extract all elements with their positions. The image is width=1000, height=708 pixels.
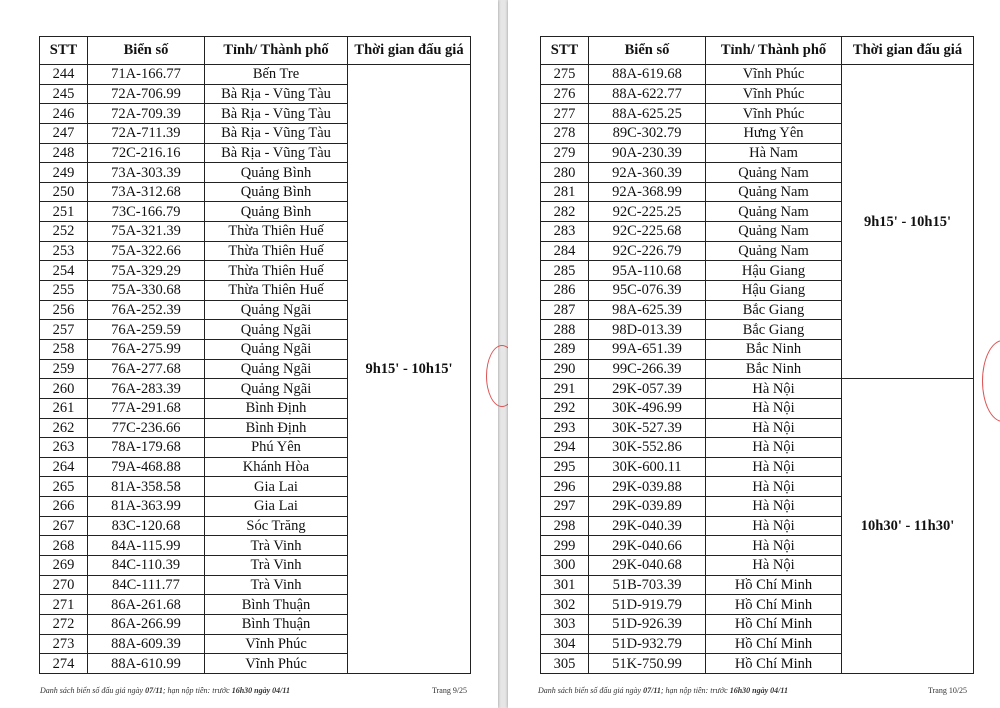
cell-stt: 264 xyxy=(40,457,88,477)
cell-province: Hồ Chí Minh xyxy=(706,654,842,674)
cell-stt: 275 xyxy=(541,65,589,85)
cell-province: Hậu Giang xyxy=(706,261,842,281)
auction-time-cell: 9h15' - 10h15' xyxy=(842,65,974,379)
cell-plate: 95C-076.39 xyxy=(589,281,706,301)
cell-province: Hồ Chí Minh xyxy=(706,595,842,615)
cell-province: Quảng Nam xyxy=(706,163,842,183)
cell-plate: 72A-711.39 xyxy=(88,123,205,143)
cell-province: Bến Tre xyxy=(205,65,348,85)
cell-stt: 283 xyxy=(541,222,589,242)
cell-stt: 269 xyxy=(40,556,88,576)
cell-plate: 51K-750.99 xyxy=(589,654,706,674)
cell-plate: 76A-275.99 xyxy=(88,339,205,359)
cell-province: Quảng Ngãi xyxy=(205,320,348,340)
table-header-row xyxy=(40,37,471,65)
cell-stt: 293 xyxy=(541,418,589,438)
cell-plate: 72A-706.99 xyxy=(88,84,205,104)
cell-stt: 298 xyxy=(541,516,589,536)
cell-province: Hà Nội xyxy=(706,536,842,556)
cell-province: Bà Rịa - Vũng Tàu xyxy=(205,104,348,124)
cell-stt: 294 xyxy=(541,438,589,458)
cell-plate: 99C-266.39 xyxy=(589,359,706,379)
cell-province: Quảng Bình xyxy=(205,163,348,183)
cell-plate: 88A-610.99 xyxy=(88,654,205,674)
cell-plate: 71A-166.77 xyxy=(88,65,205,85)
cell-stt: 296 xyxy=(541,477,589,497)
cell-stt: 290 xyxy=(541,359,589,379)
footer-mid: ; hạn nộp tiền: trước xyxy=(162,686,232,695)
cell-plate: 73C-166.79 xyxy=(88,202,205,222)
cell-province: Quảng Ngãi xyxy=(205,379,348,399)
cell-plate: 72A-709.39 xyxy=(88,104,205,124)
cell-stt: 267 xyxy=(40,516,88,536)
cell-stt: 271 xyxy=(40,595,88,615)
cell-province: Bình Thuận xyxy=(205,595,348,615)
cell-stt: 292 xyxy=(541,398,589,418)
cell-province: Hà Nội xyxy=(706,497,842,517)
cell-stt: 253 xyxy=(40,241,88,261)
cell-stt: 262 xyxy=(40,418,88,438)
cell-province: Quảng Nam xyxy=(706,241,842,261)
cell-province: Hà Nội xyxy=(706,556,842,576)
footer-deadline: 16h30 ngày 04/11 xyxy=(729,686,788,695)
cell-province: Quảng Nam xyxy=(706,222,842,242)
cell-province: Bà Rịa - Vũng Tàu xyxy=(205,84,348,104)
cell-stt: 254 xyxy=(40,261,88,281)
cell-province: Quảng Ngãi xyxy=(205,339,348,359)
cell-province: Trà Vinh xyxy=(205,536,348,556)
cell-province: Thừa Thiên Huế xyxy=(205,222,348,242)
cell-province: Vĩnh Phúc xyxy=(706,65,842,85)
cell-stt: 291 xyxy=(541,379,589,399)
header-province: Tỉnh/ Thành phố xyxy=(205,37,348,65)
cell-stt: 251 xyxy=(40,202,88,222)
cell-province: Bình Thuận xyxy=(205,614,348,634)
cell-plate: 29K-040.66 xyxy=(589,536,706,556)
cell-stt: 259 xyxy=(40,359,88,379)
cell-plate: 83C-120.68 xyxy=(88,516,205,536)
cell-province: Gia Lai xyxy=(205,477,348,497)
auction-time-cell: 9h15' - 10h15' xyxy=(348,65,471,674)
cell-stt: 288 xyxy=(541,320,589,340)
cell-plate: 30K-496.99 xyxy=(589,398,706,418)
cell-plate: 77A-291.68 xyxy=(88,398,205,418)
cell-plate: 92A-360.39 xyxy=(589,163,706,183)
cell-province: Vĩnh Phúc xyxy=(205,654,348,674)
cell-stt: 295 xyxy=(541,457,589,477)
cell-stt: 247 xyxy=(40,123,88,143)
cell-stt: 261 xyxy=(40,398,88,418)
cell-stt: 280 xyxy=(541,163,589,183)
cell-stt: 303 xyxy=(541,614,589,634)
cell-province: Bắc Ninh xyxy=(706,339,842,359)
cell-stt: 279 xyxy=(541,143,589,163)
cell-stt: 244 xyxy=(40,65,88,85)
cell-stt: 250 xyxy=(40,182,88,202)
cell-province: Hà Nội xyxy=(706,457,842,477)
cell-stt: 258 xyxy=(40,339,88,359)
cell-stt: 281 xyxy=(541,182,589,202)
cell-stt: 245 xyxy=(40,84,88,104)
table-header-row xyxy=(541,37,974,65)
cell-province: Hà Nội xyxy=(706,477,842,497)
cell-province: Quảng Nam xyxy=(706,182,842,202)
cell-province: Quảng Bình xyxy=(205,182,348,202)
cell-province: Hà Nội xyxy=(706,379,842,399)
cell-plate: 73A-312.68 xyxy=(88,182,205,202)
cell-province: Thừa Thiên Huế xyxy=(205,261,348,281)
stamp-fragment xyxy=(982,340,1000,422)
cell-province: Quảng Ngãi xyxy=(205,300,348,320)
cell-stt: 284 xyxy=(541,241,589,261)
header-stt: STT xyxy=(541,37,589,65)
cell-stt: 286 xyxy=(541,281,589,301)
cell-province: Bắc Giang xyxy=(706,320,842,340)
cell-province: Quảng Ngãi xyxy=(205,359,348,379)
cell-plate: 84C-111.77 xyxy=(88,575,205,595)
cell-province: Gia Lai xyxy=(205,497,348,517)
cell-stt: 297 xyxy=(541,497,589,517)
cell-plate: 88A-609.39 xyxy=(88,634,205,654)
cell-province: Bắc Giang xyxy=(706,300,842,320)
header-plate: Biển số xyxy=(589,37,706,65)
cell-province: Khánh Hòa xyxy=(205,457,348,477)
cell-plate: 86A-266.99 xyxy=(88,614,205,634)
cell-stt: 287 xyxy=(541,300,589,320)
table-row xyxy=(40,65,471,85)
cell-plate: 77C-236.66 xyxy=(88,418,205,438)
page-number: Trang 10/25 xyxy=(928,686,968,695)
cell-plate: 86A-261.68 xyxy=(88,595,205,615)
cell-plate: 76A-259.59 xyxy=(88,320,205,340)
cell-province: Bắc Ninh xyxy=(706,359,842,379)
cell-plate: 30K-552.86 xyxy=(589,438,706,458)
cell-plate: 98A-625.39 xyxy=(589,300,706,320)
cell-province: Phú Yên xyxy=(205,438,348,458)
cell-plate: 84A-115.99 xyxy=(88,536,205,556)
cell-plate: 88A-622.77 xyxy=(589,84,706,104)
cell-plate: 98D-013.39 xyxy=(589,320,706,340)
cell-stt: 263 xyxy=(40,438,88,458)
cell-province: Vĩnh Phúc xyxy=(706,84,842,104)
cell-plate: 30K-527.39 xyxy=(589,418,706,438)
cell-plate: 78A-179.68 xyxy=(88,438,205,458)
cell-province: Vĩnh Phúc xyxy=(205,634,348,654)
header-time: Thời gian đấu giá xyxy=(842,37,974,65)
cell-plate: 29K-040.39 xyxy=(589,516,706,536)
cell-plate: 51D-926.39 xyxy=(589,614,706,634)
footer-note xyxy=(40,686,290,695)
cell-province: Hồ Chí Minh xyxy=(706,634,842,654)
cell-stt: 299 xyxy=(541,536,589,556)
cell-plate: 51D-919.79 xyxy=(589,595,706,615)
cell-stt: 255 xyxy=(40,281,88,301)
cell-plate: 79A-468.88 xyxy=(88,457,205,477)
table-row xyxy=(541,65,974,85)
cell-plate: 75A-321.39 xyxy=(88,222,205,242)
cell-plate: 84C-110.39 xyxy=(88,556,205,576)
cell-province: Hà Nội xyxy=(706,398,842,418)
cell-plate: 75A-330.68 xyxy=(88,281,205,301)
cell-plate: 89C-302.79 xyxy=(589,123,706,143)
cell-stt: 248 xyxy=(40,143,88,163)
cell-stt: 285 xyxy=(541,261,589,281)
cell-stt: 266 xyxy=(40,497,88,517)
cell-stt: 273 xyxy=(40,634,88,654)
cell-plate: 73A-303.39 xyxy=(88,163,205,183)
footer-prefix: Danh sách biển số đấu giá ngày xyxy=(40,686,146,695)
cell-plate: 92C-225.25 xyxy=(589,202,706,222)
cell-plate: 76A-277.68 xyxy=(88,359,205,379)
cell-province: Hồ Chí Minh xyxy=(706,614,842,634)
cell-province: Bà Rịa - Vũng Tàu xyxy=(205,143,348,163)
cell-stt: 260 xyxy=(40,379,88,399)
cell-stt: 289 xyxy=(541,339,589,359)
cell-province: Thừa Thiên Huế xyxy=(205,241,348,261)
cell-stt: 276 xyxy=(541,84,589,104)
auction-table-right xyxy=(540,36,974,674)
cell-plate: 81A-363.99 xyxy=(88,497,205,517)
cell-stt: 274 xyxy=(40,654,88,674)
auction-table-left xyxy=(39,36,471,674)
footer-note xyxy=(538,686,788,695)
cell-stt: 246 xyxy=(40,104,88,124)
cell-plate: 51B-703.39 xyxy=(589,575,706,595)
cell-stt: 282 xyxy=(541,202,589,222)
table-body-left xyxy=(40,65,471,674)
cell-province: Hà Nội xyxy=(706,516,842,536)
cell-plate: 75A-322.66 xyxy=(88,241,205,261)
cell-plate: 75A-329.29 xyxy=(88,261,205,281)
footer-mid: ; hạn nộp tiền: trước xyxy=(660,686,730,695)
cell-province: Hà Nam xyxy=(706,143,842,163)
page-number: Trang 9/25 xyxy=(432,686,468,695)
cell-plate: 92A-368.99 xyxy=(589,182,706,202)
cell-stt: 252 xyxy=(40,222,88,242)
cell-stt: 249 xyxy=(40,163,88,183)
auction-time-cell: 10h30' - 11h30' xyxy=(842,379,974,674)
cell-province: Thừa Thiên Huế xyxy=(205,281,348,301)
cell-stt: 277 xyxy=(541,104,589,124)
cell-province: Hậu Giang xyxy=(706,281,842,301)
cell-stt: 272 xyxy=(40,614,88,634)
cell-stt: 278 xyxy=(541,123,589,143)
cell-plate: 29K-040.68 xyxy=(589,556,706,576)
cell-plate: 29K-039.88 xyxy=(589,477,706,497)
cell-plate: 88A-625.25 xyxy=(589,104,706,124)
cell-stt: 265 xyxy=(40,477,88,497)
cell-stt: 270 xyxy=(40,575,88,595)
cell-stt: 302 xyxy=(541,595,589,615)
cell-plate: 95A-110.68 xyxy=(589,261,706,281)
cell-province: Bà Rịa - Vũng Tàu xyxy=(205,123,348,143)
cell-province: Bình Định xyxy=(205,418,348,438)
footer-prefix: Danh sách biển số đấu giá ngày xyxy=(538,686,644,695)
cell-plate: 29K-057.39 xyxy=(589,379,706,399)
document-page-left xyxy=(0,0,498,708)
cell-province: Vĩnh Phúc xyxy=(706,104,842,124)
cell-plate: 76A-252.39 xyxy=(88,300,205,320)
cell-plate: 51D-932.79 xyxy=(589,634,706,654)
cell-province: Bình Định xyxy=(205,398,348,418)
cell-stt: 300 xyxy=(541,556,589,576)
cell-plate: 76A-283.39 xyxy=(88,379,205,399)
cell-plate: 30K-600.11 xyxy=(589,457,706,477)
cell-province: Trà Vinh xyxy=(205,575,348,595)
cell-stt: 256 xyxy=(40,300,88,320)
cell-province: Sóc Trăng xyxy=(205,516,348,536)
cell-stt: 305 xyxy=(541,654,589,674)
cell-province: Trà Vinh xyxy=(205,556,348,576)
cell-plate: 90A-230.39 xyxy=(589,143,706,163)
cell-province: Hồ Chí Minh xyxy=(706,575,842,595)
cell-province: Hưng Yên xyxy=(706,123,842,143)
cell-plate: 29K-039.89 xyxy=(589,497,706,517)
footer-date: 07/11 xyxy=(643,686,661,695)
cell-province: Quảng Bình xyxy=(205,202,348,222)
table-row xyxy=(541,379,974,399)
cell-province: Hà Nội xyxy=(706,438,842,458)
cell-province: Quảng Nam xyxy=(706,202,842,222)
footer-deadline: 16h30 ngày 04/11 xyxy=(231,686,290,695)
header-plate: Biển số xyxy=(88,37,205,65)
footer-date: 07/11 xyxy=(145,686,163,695)
table-body-right xyxy=(541,65,974,674)
header-time: Thời gian đấu giá xyxy=(348,37,471,65)
document-page-right xyxy=(508,0,1000,708)
cell-stt: 304 xyxy=(541,634,589,654)
header-stt: STT xyxy=(40,37,88,65)
cell-plate: 92C-225.68 xyxy=(589,222,706,242)
cell-plate: 92C-226.79 xyxy=(589,241,706,261)
cell-plate: 81A-358.58 xyxy=(88,477,205,497)
cell-stt: 257 xyxy=(40,320,88,340)
cell-plate: 88A-619.68 xyxy=(589,65,706,85)
cell-stt: 301 xyxy=(541,575,589,595)
cell-stt: 268 xyxy=(40,536,88,556)
cell-province: Hà Nội xyxy=(706,418,842,438)
cell-plate: 99A-651.39 xyxy=(589,339,706,359)
header-province: Tỉnh/ Thành phố xyxy=(706,37,842,65)
cell-plate: 72C-216.16 xyxy=(88,143,205,163)
